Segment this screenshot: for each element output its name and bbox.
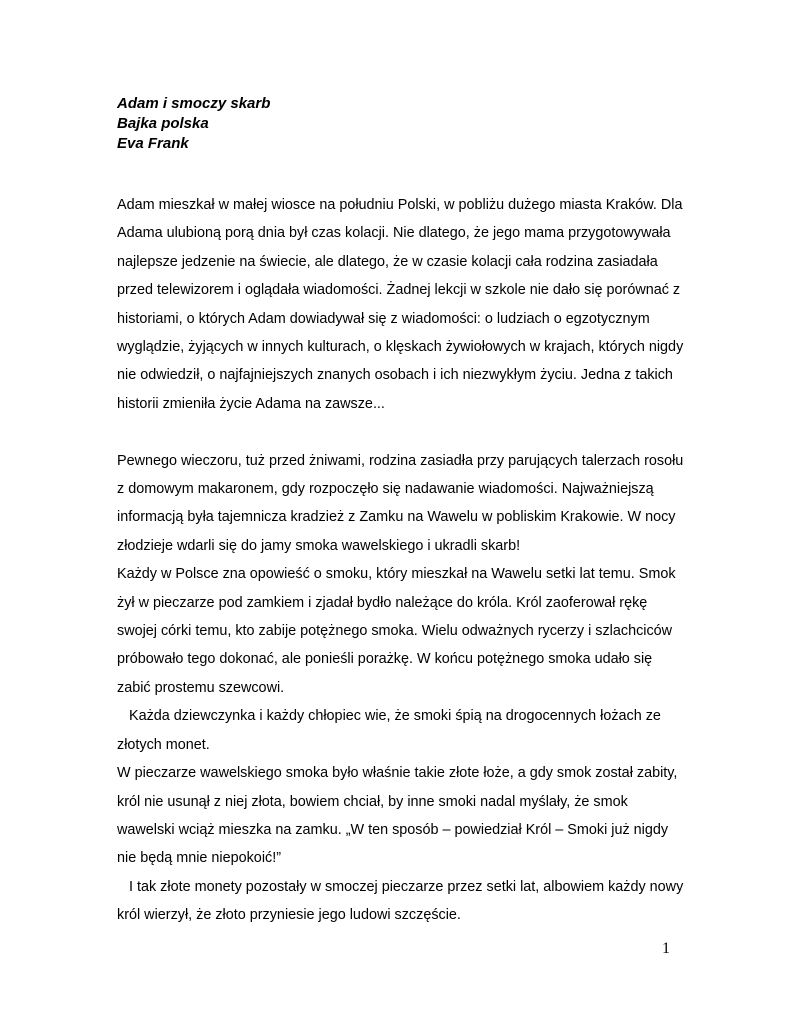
story-title: Adam i smoczy skarb <box>117 95 271 112</box>
text-line: Adam mieszkał w małej wiosce na południu Polski, w pobliżu dużego miasta Kraków. Dla <box>117 197 683 213</box>
text-line: Adama ulubioną porą dnia był czas kolacji. Nie dlatego, że jego mama przygotowywała <box>117 225 671 242</box>
text-line: król wierzył, że złoto przyniesie jego ludowi szczęście. <box>117 907 461 924</box>
story-body <box>117 191 697 930</box>
text-line: najlepsze jedzenie na świecie, ale dlatego, że w czasie kolacji cała rodzina zasiadała <box>117 253 658 270</box>
text-line: historiami, o których Adam dowiadywał się z wiadomości: o ludziach o egzotycznym <box>117 310 650 327</box>
text-line: przed telewizorem i oglądała wiadomości. Żadnej lekcji w szkole nie dało się porównać z <box>117 282 681 299</box>
story-author: Eva Frank <box>117 135 189 152</box>
text-line: złodzieje wdarli się do jamy smoka wawelskiego i ukradli skarb! <box>117 537 521 554</box>
text-line: historii zmieniła życie Adama na zawsze... <box>117 395 385 412</box>
paragraph-2 <box>117 447 697 930</box>
text-line: Pewnego wieczoru, tuż przed żniwami, rodzina zasiadła przy parujących talerzach rosołu <box>117 452 684 469</box>
text-line: próbowało tego dokonać, ale ponieśli porażkę. W końcu potężnego smoka udało się <box>117 651 653 668</box>
text-line: żył w pieczarze pod zamkiem i zjadał bydło należące do króla. Król zaoferował rękę <box>117 594 648 611</box>
title-block <box>117 94 697 154</box>
text-line: wawelski wciąż mieszka na zamku. „W ten sposób – powiedział Król – Smoki już nigdy <box>117 821 669 838</box>
text-line: wyglądzie, żyjących w innych kulturach, o klęskach żywiołowych w krajach, których nigdy <box>117 339 684 356</box>
paragraph-1 <box>117 191 697 418</box>
text-line: Każda dziewczynka i każdy chłopiec wie, że smoki śpią na drogocennych łożach ze <box>117 708 661 725</box>
text-line: król nie usunął z niej złota, bowiem chciał, by inne smoki nadal myślały, że smok <box>117 793 628 810</box>
page-number: 1 <box>662 940 670 957</box>
text-line: W pieczarze wawelskiego smoka było właśnie takie złote łoże, a gdy smok został zabity, <box>117 765 678 782</box>
text-line: nie odwiedził, o najfajniejszych znanych osobach i ich niezwykłym życiu. Jedna z takich <box>117 367 673 384</box>
text-line: swojej córki temu, kto zabije potężnego smoka. Wielu odważnych rycerzy i szlachciców <box>117 623 673 640</box>
text-line: I tak złote monety pozostały w smoczej pieczarze przez setki lat, albowiem każdy nowy <box>117 878 684 895</box>
text-line: zabić prostemu szewcowi. <box>117 679 285 696</box>
text-line: Każdy w Polsce zna opowieść o smoku, który mieszkał na Wawelu setki lat temu. Smok <box>117 566 676 583</box>
document-page <box>117 94 697 930</box>
text-line: nie będą mnie niepokoić!” <box>117 850 281 867</box>
story-subtitle: Bajka polska <box>117 115 209 132</box>
text-line: złotych monet. <box>117 736 210 753</box>
text-line: z domowym makaronem, gdy rozpoczęło się nadawanie wiadomości. Najważniejszą <box>117 481 654 498</box>
text-line: informacją była tajemnicza kradzież z Zamku na Wawelu w pobliskim Krakowie. W nocy <box>117 509 676 526</box>
